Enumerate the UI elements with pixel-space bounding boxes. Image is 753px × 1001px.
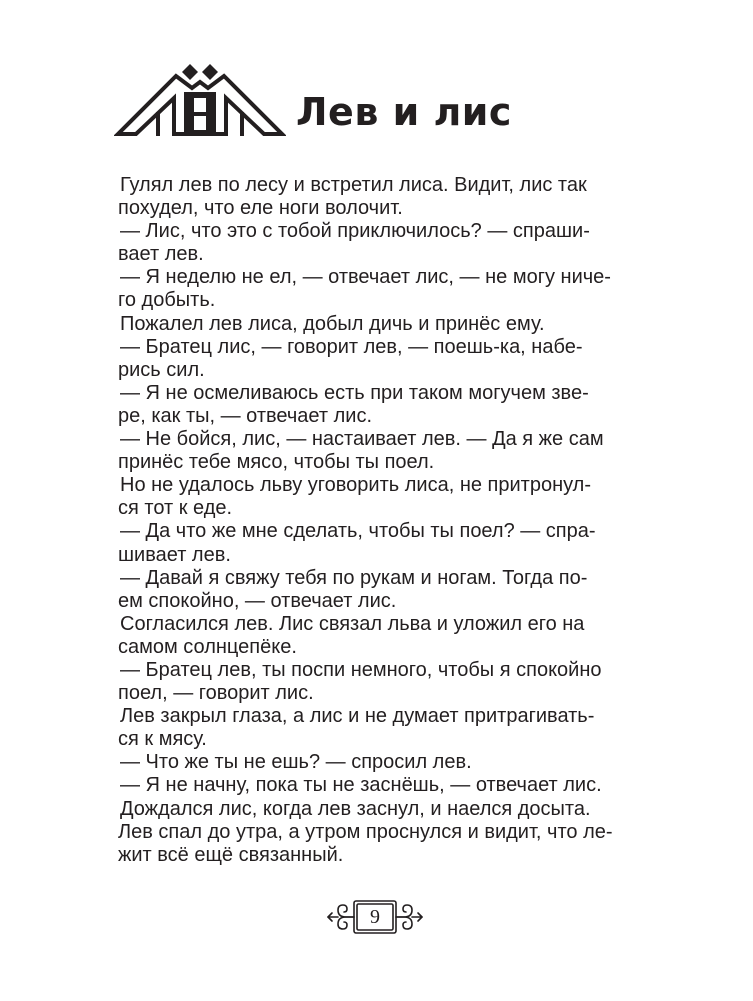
text-line: Гулял лев по лесу и встретил лиса. Видит, лис так [120,174,587,196]
page-number: 9 [370,906,380,928]
text-line: — Я не осмеливаюсь есть при таком могучем зве- [120,381,589,404]
story-text [118,174,638,867]
text-line: го добыть. [118,289,216,312]
text-line: Лев спал до утра, а утром проснулся и видит, что ле- [118,820,613,843]
story-title: Лев и лис [296,90,512,134]
ornament-icon [114,62,286,140]
text-line: шивает лев. [118,543,231,566]
text-line: похудел, что еле ноги волочит. [118,197,403,220]
text-line: жит всё ещё связанный. [118,843,344,866]
text-line: — Не бойся, лис, — настаивает лев. — Да я же сам [120,428,604,451]
text-line: — Я не начну, пока ты не заснёшь, — отвечает лис. [120,774,602,797]
text-line: — Лис, что это с тобой приключилось? — спраши- [120,220,590,243]
text-line: ся к мясу. [118,728,207,751]
text-line: — Что же ты не ешь? — спросил лев. [120,751,472,774]
text-line: самом солнцепёке. [118,635,297,658]
text-line: ре, как ты, — отвечает лис. [118,404,373,427]
text-line: Лев закрыл глаза, а лис и не думает притрагивать- [120,705,595,728]
text-line: — Да что же мне сделать, чтобы ты поел? — спра- [120,520,596,543]
text-line: — Братец лис, — говорит лев, — поешь-ка, набе- [120,335,583,358]
text-line: Пожалел лев лиса, добыл дичь и принёс ему. [120,312,545,335]
text-line: Но не удалось льву уговорить лиса, не притронул- [120,474,592,497]
text-line: рись сил. [118,358,205,381]
text-line: Дождался лис, когда лев заснул, и наелся досыта. [120,797,591,820]
text-line: поел, — говорит лис. [118,682,314,705]
text-line: — Давай я свяжу тебя по рукам и ногам. Тогда по- [120,566,588,589]
text-line: принёс тебе мясо, чтобы ты поел. [118,451,435,474]
text-line: ем спокойно, — отвечает лис. [118,589,397,612]
text-line: — Я неделю не ел, — отвечает лис, — не могу ниче- [120,266,611,289]
text-line: — Братец лев, ты поспи немного, чтобы я спокойно [120,658,602,681]
text-line: ся тот к еде. [118,497,233,520]
text-line: вает лев. [118,243,204,266]
text-line: Согласился лев. Лис связал льва и уложил его на [120,612,585,635]
